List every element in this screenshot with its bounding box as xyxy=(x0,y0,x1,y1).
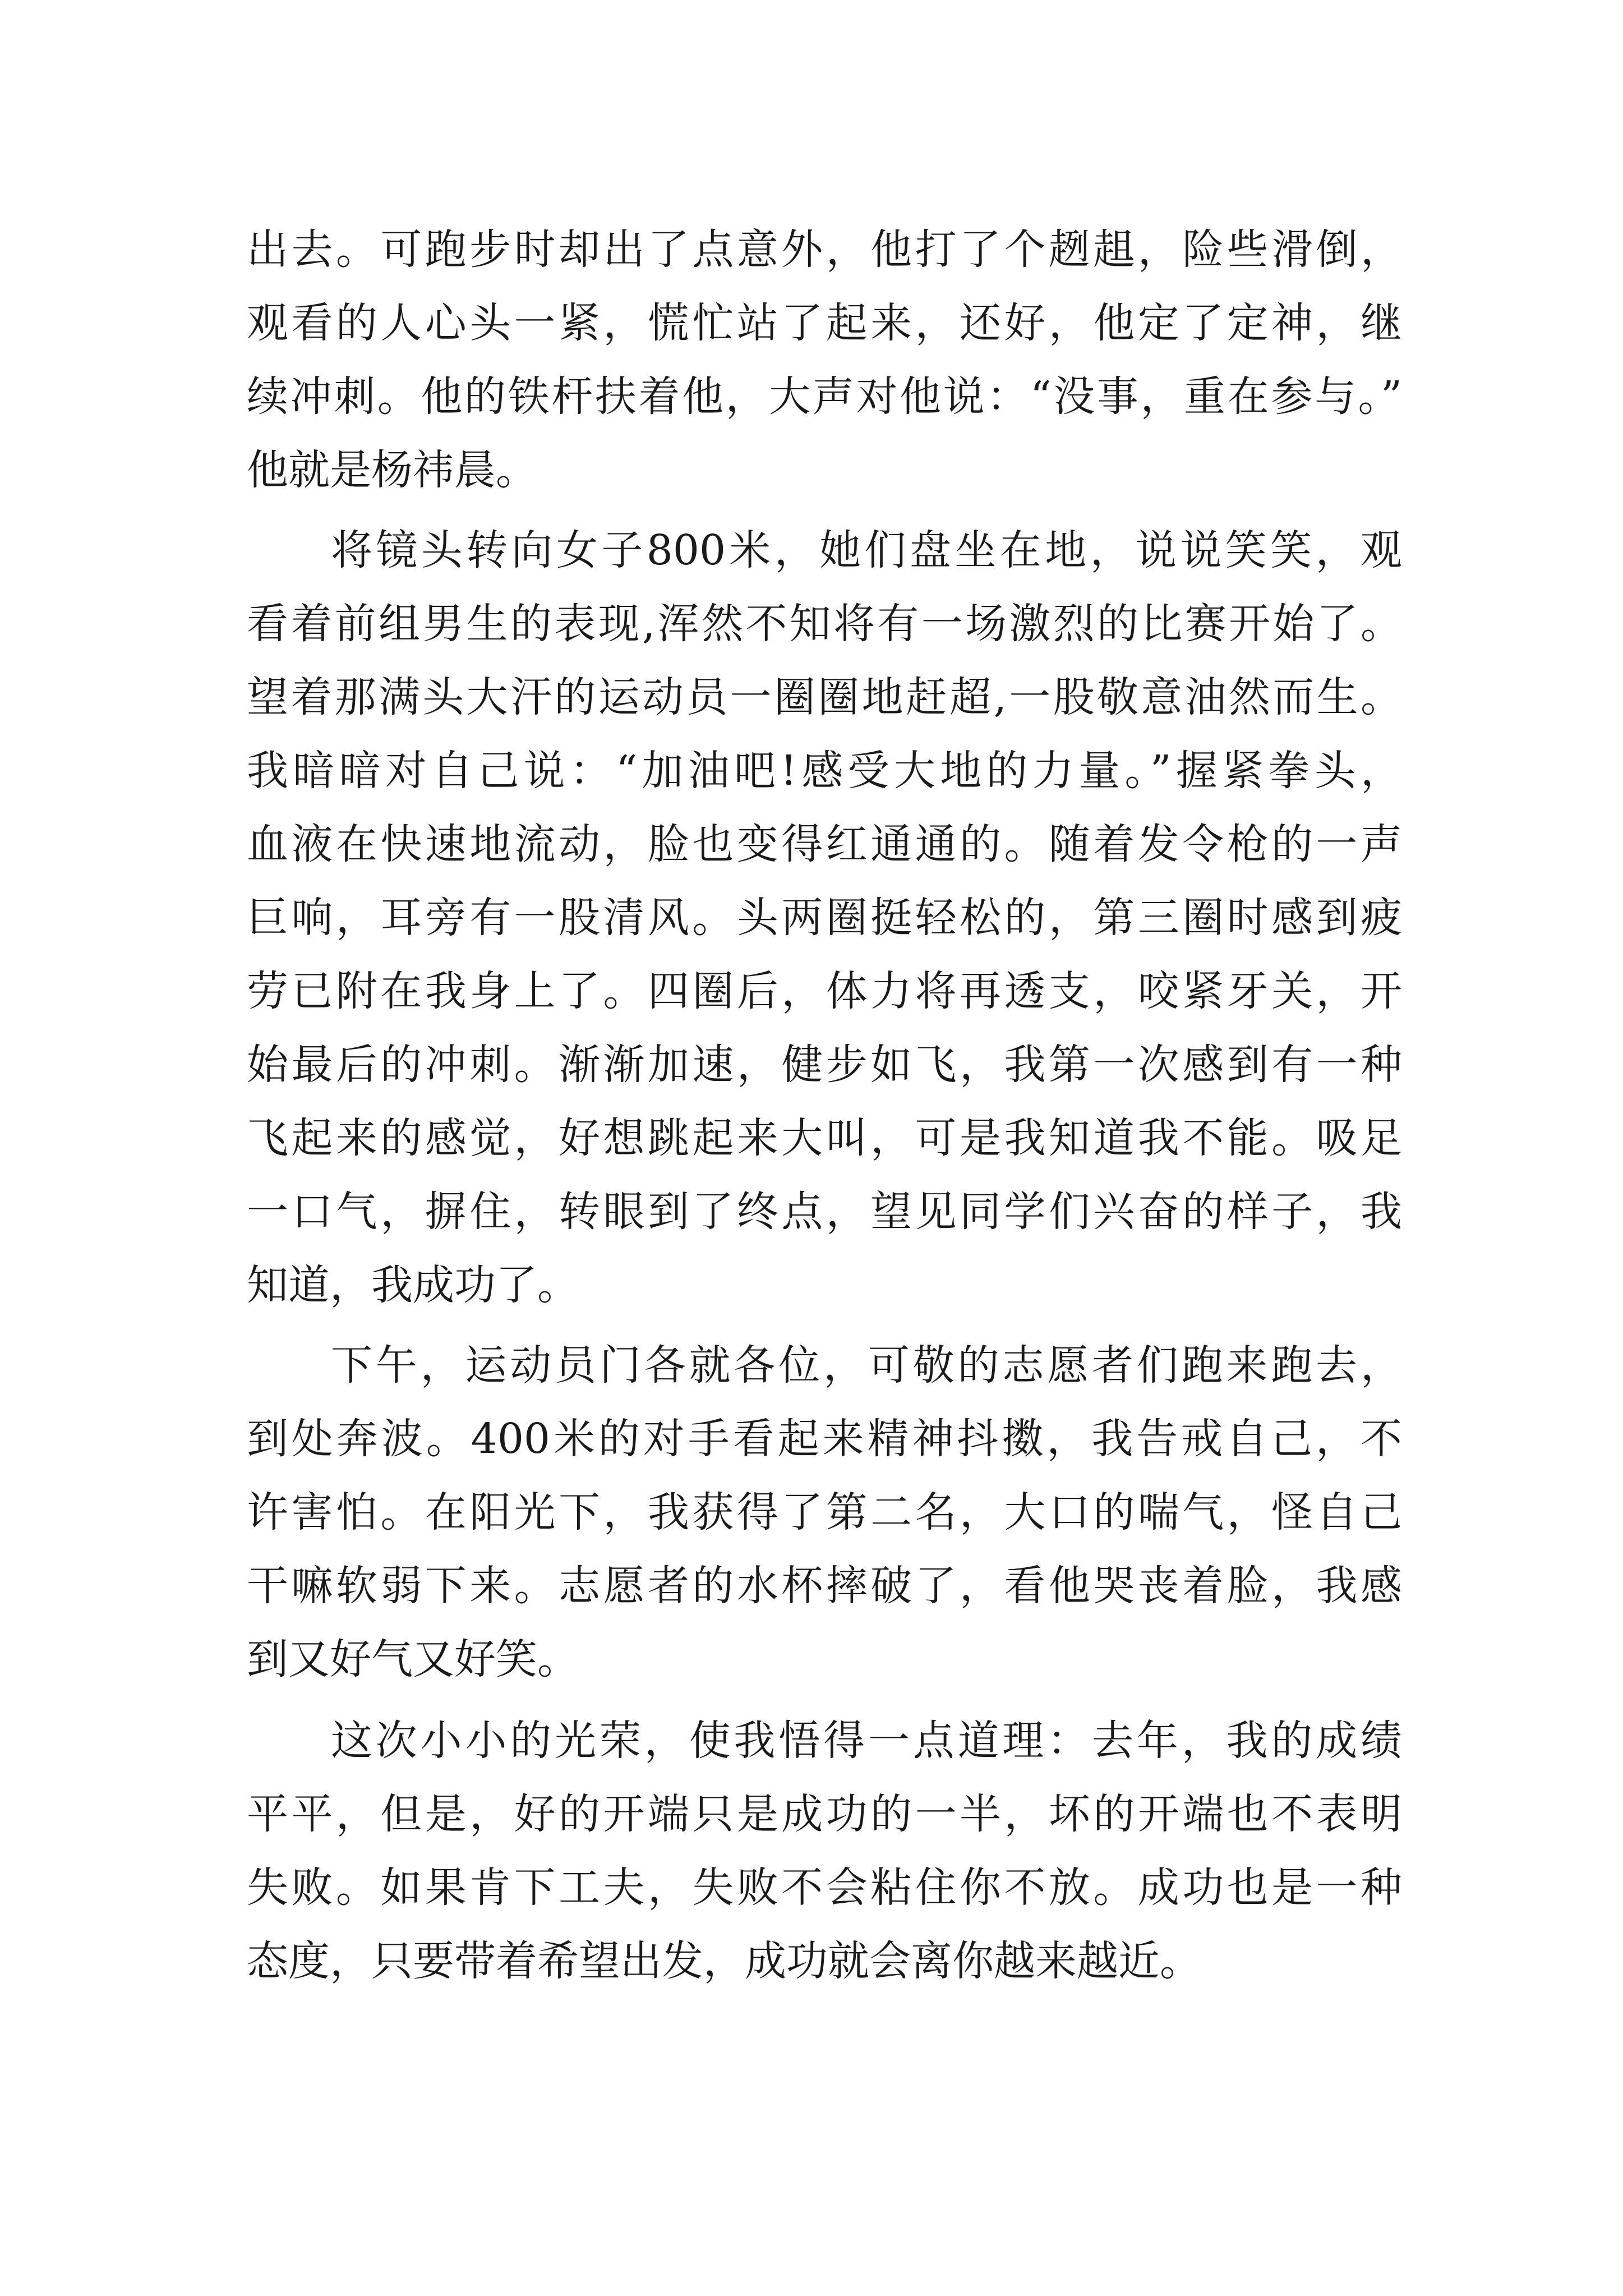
text-line-22: 平平，但是，好的开端只是成功的一半，坏的开端也不表明 xyxy=(247,1790,1402,1838)
text-line-3: 续冲刺。他的铁杆扶着他，大声对他说：“没事，重在参与。” xyxy=(247,372,1402,421)
text-line-19: 干嘛软弱下来。志愿者的水杯摔破了，看他哭丧着脸，我感 xyxy=(247,1562,1402,1610)
text-line-23: 失败。如果肯下工夫，失败不会粘住你不放。成功也是一种 xyxy=(247,1864,1402,1912)
text-line-20: 到又好气又好笑。 xyxy=(247,1635,579,1683)
text-line-21: 这次小小的光荣，使我悟得一点道理：去年，我的成绩 xyxy=(331,1717,1402,1765)
text-line-6: 看着前组男生的表现,浑然不知将有一场激烈的比赛开始了。 xyxy=(247,600,1402,648)
text-line-13: 飞起来的感觉，好想跳起来大叫，可是我知道我不能。吸足 xyxy=(247,1114,1402,1162)
text-line-10: 巨响，耳旁有一股清风。头两圈挺轻松的，第三圈时感到疲 xyxy=(247,894,1402,942)
text-line-24: 态度，只要带着希望出发，成功就会离你越来越近。 xyxy=(247,1937,1201,1985)
text-line-17: 到处奔波。400米的对手看起来精神抖擞，我告戒自己，不 xyxy=(247,1415,1402,1463)
text-line-15: 知道，我成功了。 xyxy=(247,1261,579,1309)
text-line-7: 望着那满头大汗的运动员一圈圈地赶超,一股敬意油然而生。 xyxy=(247,673,1402,721)
text-line-18: 许害怕。在阳光下，我获得了第二名，大口的喘气，怪自己 xyxy=(247,1488,1402,1536)
text-line-1: 出去。可跑步时却出了点意外，他打了个趔趄，险些滑倒， xyxy=(247,226,1402,274)
text-line-14: 一口气，摒住，转眼到了终点，望见同学们兴奋的样子，我 xyxy=(247,1188,1402,1236)
text-line-9: 血液在快速地流动，脸也变得红通通的。随着发令枪的一声 xyxy=(247,820,1402,868)
text-line-12: 始最后的冲刺。渐渐加速，健步如飞，我第一次感到有一种 xyxy=(247,1041,1402,1089)
text-line-4: 他就是杨祎晨。 xyxy=(247,446,537,494)
text-line-11: 劳已附在我身上了。四圈后，体力将再透支，咬紧牙关，开 xyxy=(247,967,1402,1015)
text-line-2: 观看的人心头一紧，慌忙站了起来，还好，他定了定神，继 xyxy=(247,299,1402,347)
text-line-5: 将镜头转向女子800米，她们盘坐在地，说说笑笑，观 xyxy=(331,526,1402,574)
text-line-16: 下午，运动员门各就各位，可敬的志愿者们跑来跑去， xyxy=(331,1341,1402,1389)
text-line-8: 我暗暗对自己说：“加油吧!感受大地的力量。”握紧拳头， xyxy=(247,747,1402,795)
